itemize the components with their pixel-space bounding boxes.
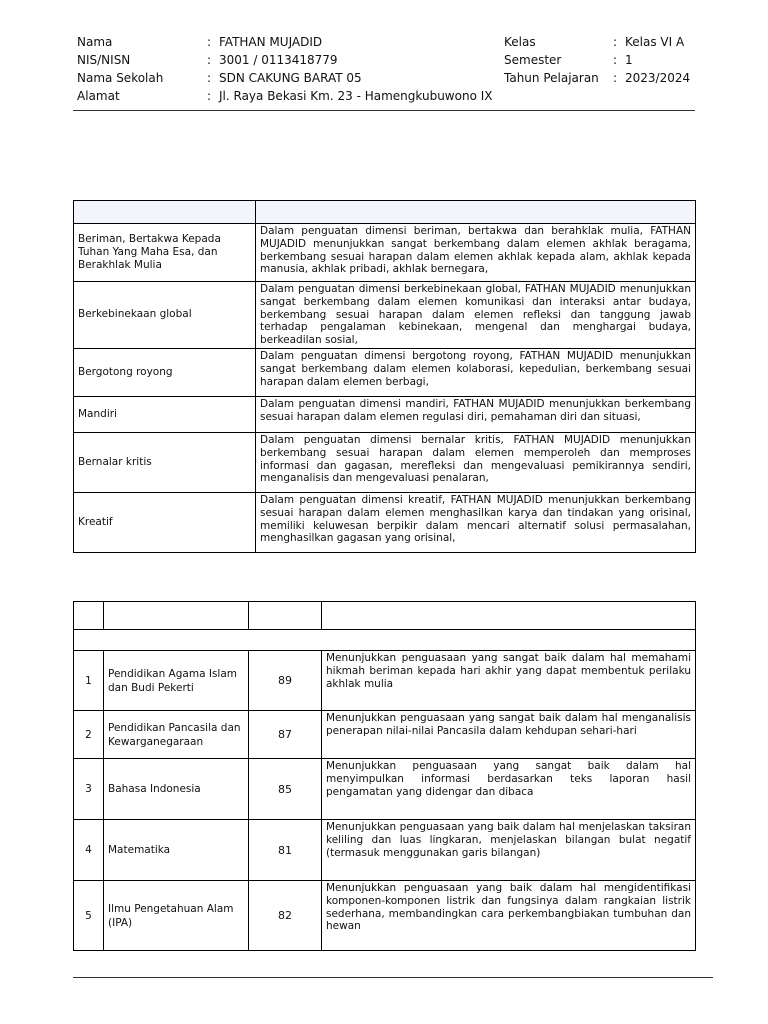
dimension-name: Bergotong royong: [74, 348, 256, 396]
subject-score: 87: [249, 711, 322, 759]
table-row: [74, 396, 696, 432]
subject-name: Pendidikan Agama Islam dan Budi Pekerti: [104, 651, 249, 711]
header-cell: [256, 201, 696, 224]
subject-score: 81: [249, 820, 322, 881]
table-row: [74, 881, 696, 951]
student-name: FATHAN MUJADID: [219, 35, 323, 49]
table-row: [74, 432, 696, 492]
row-number: 4: [74, 820, 104, 881]
dimension-description: Dalam penguatan dimensi beriman, bertakwa dan berahklak mulia, FATHAN MUJADID menunjukkan sangat berkembang dalam elemen akhlak beragama, berkembang sesuai harapan dalam elemen akhlak kepada alam, akhlak kepada manusia, akhlak pribadi, akhlak bernegara,: [256, 224, 696, 282]
table-row: [74, 711, 696, 759]
row-number: 2: [74, 711, 104, 759]
subject-score: 89: [249, 651, 322, 711]
name-label: Nama: [77, 35, 113, 49]
dimension-name: Bernalar kritis: [74, 432, 256, 492]
competency-description: Menunjukkan penguasaan yang sangat baik dalam hal memahami hikmah beriman kepada hari akhir yang dapat membentuk perilaku akhlak mulia: [322, 651, 696, 711]
row-number: 5: [74, 881, 104, 951]
colon: :: [613, 35, 618, 49]
dimension-description: Dalam penguatan dimensi bergotong royong, FATHAN MUJADID menunjukkan sangat berkembang dalam elemen kolaborasi, kepedulian, berkembang sesuai harapan dalam elemen berbagi,: [256, 348, 696, 396]
colon: :: [613, 53, 618, 67]
subject-score: 82: [249, 881, 322, 951]
student-info-right: [504, 33, 690, 87]
group-row: [74, 630, 696, 651]
student-nis-row: [77, 51, 492, 69]
competency-description: Menunjukkan penguasaan yang sangat baik dalam hal menyimpulkan informasi berdasarkan teks laporan hasil pengamatan yang didengar dan dibaca: [322, 759, 696, 820]
colon: :: [207, 89, 212, 103]
student-nis: 3001 / 0113418779: [219, 53, 338, 67]
table-header-row: [74, 201, 696, 224]
dimension-description: Dalam penguatan dimensi kreatif, FATHAN MUJADID menunjukkan berkembang sesuai harapan dalam elemen menghasilkan karya dan tindakan yang orisinal, memiliki keluwesan berpikir dalam mencari alternatif solusi permasalahan, menghasilkan gagasan yang orisinal,: [256, 492, 696, 552]
student-semester: 1: [625, 53, 633, 67]
student-info-left: [77, 33, 492, 105]
footer-divider: [73, 977, 713, 978]
address-label: Alamat: [77, 89, 120, 103]
table-row: [74, 348, 696, 396]
profile-dimension-table: [73, 200, 696, 553]
student-address: Jl. Raya Bekasi Km. 23 - Hamengkubuwono IX: [219, 89, 493, 103]
table-row: [74, 651, 696, 711]
dimension-description: Dalam penguatan dimensi mandiri, FATHAN MUJADID menunjukkan berkembang sesuai harapan dalam elemen regulasi diri, pemahaman diri dan situasi,: [256, 396, 696, 432]
year-label: Tahun Pelajaran: [504, 71, 599, 85]
student-class: Kelas VI A: [625, 35, 685, 49]
class-label: Kelas: [504, 35, 536, 49]
table-row: [74, 820, 696, 881]
colon: :: [613, 71, 618, 85]
table-header-row: [74, 602, 696, 630]
header-divider: [73, 110, 695, 111]
table-row: [74, 492, 696, 552]
class-row: [504, 33, 690, 51]
student-address-row: [77, 87, 492, 105]
row-number: 1: [74, 651, 104, 711]
header-cell: [74, 602, 104, 630]
dimension-name: Berkebinekaan global: [74, 282, 256, 349]
subject-name: Matematika: [104, 820, 249, 881]
school-label: Nama Sekolah: [77, 71, 164, 85]
header-cell: [322, 602, 696, 630]
year-row: [504, 69, 690, 87]
competency-description: Menunjukkan penguasaan yang baik dalam hal menjelaskan taksiran keliling dan luas lingkaran, menjelaskan bilangan bulat negatif (termasuk menggunakan garis bilangan): [322, 820, 696, 881]
table-row: [74, 282, 696, 349]
table-row: [74, 759, 696, 820]
dimension-name: Beriman, Bertakwa Kepada Tuhan Yang Maha Esa, dan Berakhlak Mulia: [74, 224, 256, 282]
dimension-description: Dalam penguatan dimensi bernalar kritis, FATHAN MUJADID menunjukkan berkembang sesuai harapan dalam elemen memperoleh dan memproses informasi dan gagasan, merefleksi dan mengevaluasi pemikirannya sendiri, menganalisis dan mengevaluasi penalaran,: [256, 432, 696, 492]
student-year: 2023/2024: [625, 71, 691, 85]
nis-label: NIS/NISN: [77, 53, 131, 67]
header-cell: [249, 602, 322, 630]
row-number: 3: [74, 759, 104, 820]
subject-name: Ilmu Pengetahuan Alam (IPA): [104, 881, 249, 951]
colon: :: [207, 53, 212, 67]
grades-table: [73, 601, 696, 951]
competency-description: Menunjukkan penguasaan yang baik dalam hal mengidentifikasi komponen-komponen listrik dan fungsinya dalam rangkaian listrik sederhana, membandingkan cara perkembangbiakan tumbuhan dan hewan: [322, 881, 696, 951]
subject-name: Pendidikan Pancasila dan Kewarganegaraan: [104, 711, 249, 759]
header-cell: [104, 602, 249, 630]
subject-score: 85: [249, 759, 322, 820]
student-school: SDN CAKUNG BARAT 05: [219, 71, 362, 85]
competency-description: Menunjukkan penguasaan yang sangat baik dalam hal menganalisis penerapan nilai-nilai Pancasila dalam kehdupan sehari-hari: [322, 711, 696, 759]
colon: :: [207, 71, 212, 85]
semester-row: [504, 51, 690, 69]
student-school-row: [77, 69, 492, 87]
header-cell: [74, 201, 256, 224]
dimension-name: Mandiri: [74, 396, 256, 432]
student-name-row: [77, 33, 492, 51]
subject-name: Bahasa Indonesia: [104, 759, 249, 820]
colon: :: [207, 35, 212, 49]
group-row-cell: [74, 630, 696, 651]
dimension-name: Kreatif: [74, 492, 256, 552]
dimension-description: Dalam penguatan dimensi berkebinekaan global, FATHAN MUJADID menunjukkan sangat berkembang dalam elemen komunikasi dan interaksi antar budaya, berkembang sesuai harapan dalam elemen refleksi dan tanggung jawab terhadap pengalaman kebinekaan, mengenal dan menghargai budaya, berkeadilan sosial,: [256, 282, 696, 349]
table-row: [74, 224, 696, 282]
semester-label: Semester: [504, 53, 562, 67]
